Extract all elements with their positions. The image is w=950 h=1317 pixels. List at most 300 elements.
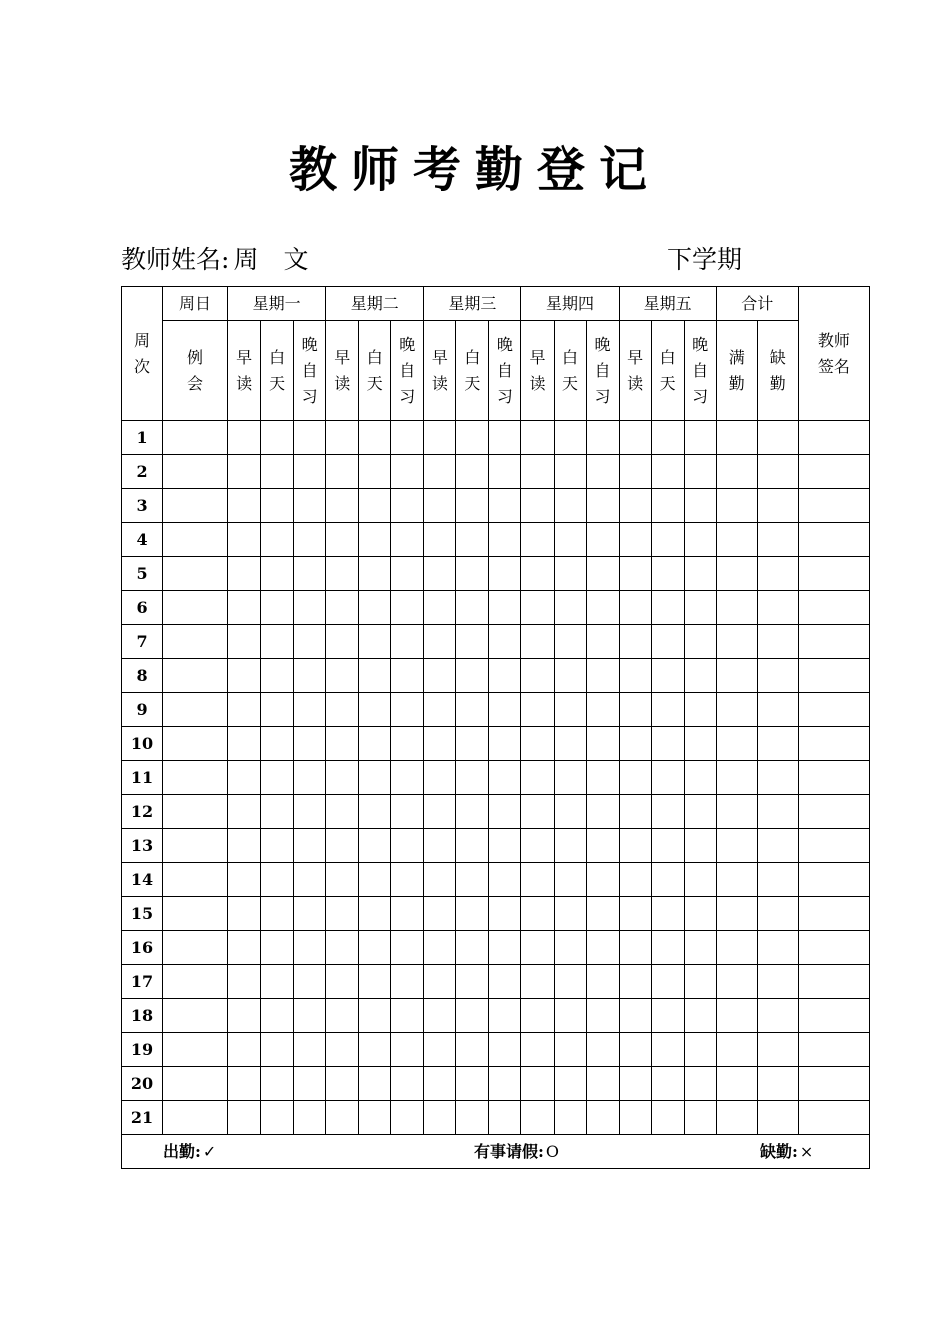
attendance-cell[interactable] xyxy=(163,795,228,829)
attendance-cell[interactable] xyxy=(391,693,424,727)
attendance-cell[interactable] xyxy=(163,931,228,965)
attendance-cell[interactable] xyxy=(391,931,424,965)
attendance-cell[interactable] xyxy=(391,557,424,591)
attendance-cell[interactable] xyxy=(359,659,391,693)
attendance-cell[interactable] xyxy=(716,965,757,999)
attendance-cell[interactable] xyxy=(228,455,261,489)
attendance-cell[interactable] xyxy=(554,761,586,795)
attendance-cell[interactable] xyxy=(391,863,424,897)
attendance-cell[interactable] xyxy=(228,523,261,557)
attendance-cell[interactable] xyxy=(163,489,228,523)
attendance-cell[interactable] xyxy=(326,897,359,931)
attendance-cell[interactable] xyxy=(521,1033,554,1067)
attendance-cell[interactable] xyxy=(684,999,716,1033)
attendance-cell[interactable] xyxy=(619,523,651,557)
attendance-cell[interactable] xyxy=(424,897,456,931)
attendance-cell[interactable] xyxy=(391,727,424,761)
attendance-cell[interactable] xyxy=(554,965,586,999)
attendance-cell[interactable] xyxy=(326,523,359,557)
attendance-cell[interactable] xyxy=(163,591,228,625)
attendance-cell[interactable] xyxy=(424,421,456,455)
attendance-cell[interactable] xyxy=(391,795,424,829)
attendance-cell[interactable] xyxy=(228,965,261,999)
attendance-cell[interactable] xyxy=(798,863,869,897)
attendance-cell[interactable] xyxy=(261,693,294,727)
attendance-cell[interactable] xyxy=(163,557,228,591)
attendance-cell[interactable] xyxy=(424,761,456,795)
attendance-cell[interactable] xyxy=(228,557,261,591)
attendance-cell[interactable] xyxy=(294,931,326,965)
attendance-cell[interactable] xyxy=(586,727,619,761)
attendance-cell[interactable] xyxy=(456,1101,489,1135)
attendance-cell[interactable] xyxy=(489,659,521,693)
attendance-cell[interactable] xyxy=(294,795,326,829)
attendance-cell[interactable] xyxy=(554,523,586,557)
attendance-cell[interactable] xyxy=(798,659,869,693)
attendance-cell[interactable] xyxy=(716,625,757,659)
attendance-cell[interactable] xyxy=(391,897,424,931)
attendance-cell[interactable] xyxy=(456,965,489,999)
attendance-cell[interactable] xyxy=(163,455,228,489)
attendance-cell[interactable] xyxy=(521,625,554,659)
attendance-cell[interactable] xyxy=(651,421,684,455)
attendance-cell[interactable] xyxy=(586,1033,619,1067)
attendance-cell[interactable] xyxy=(456,625,489,659)
attendance-cell[interactable] xyxy=(163,829,228,863)
attendance-cell[interactable] xyxy=(684,1033,716,1067)
attendance-cell[interactable] xyxy=(521,489,554,523)
attendance-cell[interactable] xyxy=(326,829,359,863)
attendance-cell[interactable] xyxy=(489,1067,521,1101)
attendance-cell[interactable] xyxy=(619,931,651,965)
attendance-cell[interactable] xyxy=(391,1033,424,1067)
attendance-cell[interactable] xyxy=(359,557,391,591)
attendance-cell[interactable] xyxy=(798,693,869,727)
attendance-cell[interactable] xyxy=(163,999,228,1033)
attendance-cell[interactable] xyxy=(684,455,716,489)
attendance-cell[interactable] xyxy=(757,625,798,659)
attendance-cell[interactable] xyxy=(619,1067,651,1101)
attendance-cell[interactable] xyxy=(294,591,326,625)
attendance-cell[interactable] xyxy=(456,421,489,455)
attendance-cell[interactable] xyxy=(684,659,716,693)
attendance-cell[interactable] xyxy=(489,625,521,659)
attendance-cell[interactable] xyxy=(619,1101,651,1135)
attendance-cell[interactable] xyxy=(586,965,619,999)
attendance-cell[interactable] xyxy=(619,1033,651,1067)
attendance-cell[interactable] xyxy=(391,455,424,489)
attendance-cell[interactable] xyxy=(619,999,651,1033)
attendance-cell[interactable] xyxy=(261,897,294,931)
attendance-cell[interactable] xyxy=(651,659,684,693)
attendance-cell[interactable] xyxy=(586,523,619,557)
attendance-cell[interactable] xyxy=(798,455,869,489)
attendance-cell[interactable] xyxy=(424,829,456,863)
attendance-cell[interactable] xyxy=(424,1067,456,1101)
attendance-cell[interactable] xyxy=(521,1067,554,1101)
attendance-cell[interactable] xyxy=(294,1101,326,1135)
attendance-cell[interactable] xyxy=(554,591,586,625)
attendance-cell[interactable] xyxy=(261,829,294,863)
attendance-cell[interactable] xyxy=(424,1033,456,1067)
attendance-cell[interactable] xyxy=(757,965,798,999)
attendance-cell[interactable] xyxy=(521,591,554,625)
attendance-cell[interactable] xyxy=(294,455,326,489)
attendance-cell[interactable] xyxy=(716,659,757,693)
attendance-cell[interactable] xyxy=(716,1101,757,1135)
attendance-cell[interactable] xyxy=(424,591,456,625)
attendance-cell[interactable] xyxy=(586,625,619,659)
attendance-cell[interactable] xyxy=(798,1033,869,1067)
attendance-cell[interactable] xyxy=(424,489,456,523)
attendance-cell[interactable] xyxy=(326,931,359,965)
attendance-cell[interactable] xyxy=(456,489,489,523)
attendance-cell[interactable] xyxy=(228,931,261,965)
attendance-cell[interactable] xyxy=(651,1067,684,1101)
attendance-cell[interactable] xyxy=(619,863,651,897)
attendance-cell[interactable] xyxy=(586,999,619,1033)
attendance-cell[interactable] xyxy=(521,557,554,591)
attendance-cell[interactable] xyxy=(757,999,798,1033)
attendance-cell[interactable] xyxy=(261,863,294,897)
attendance-cell[interactable] xyxy=(757,557,798,591)
attendance-cell[interactable] xyxy=(359,421,391,455)
attendance-cell[interactable] xyxy=(294,421,326,455)
attendance-cell[interactable] xyxy=(489,489,521,523)
attendance-cell[interactable] xyxy=(163,625,228,659)
attendance-cell[interactable] xyxy=(261,557,294,591)
attendance-cell[interactable] xyxy=(261,591,294,625)
attendance-cell[interactable] xyxy=(456,931,489,965)
attendance-cell[interactable] xyxy=(359,999,391,1033)
attendance-cell[interactable] xyxy=(261,523,294,557)
attendance-cell[interactable] xyxy=(619,693,651,727)
attendance-cell[interactable] xyxy=(684,829,716,863)
attendance-cell[interactable] xyxy=(456,693,489,727)
attendance-cell[interactable] xyxy=(619,795,651,829)
attendance-cell[interactable] xyxy=(586,557,619,591)
attendance-cell[interactable] xyxy=(391,591,424,625)
attendance-cell[interactable] xyxy=(651,523,684,557)
attendance-cell[interactable] xyxy=(521,897,554,931)
attendance-cell[interactable] xyxy=(163,659,228,693)
attendance-cell[interactable] xyxy=(424,1101,456,1135)
attendance-cell[interactable] xyxy=(521,999,554,1033)
attendance-cell[interactable] xyxy=(489,931,521,965)
attendance-cell[interactable] xyxy=(261,761,294,795)
attendance-cell[interactable] xyxy=(586,421,619,455)
attendance-cell[interactable] xyxy=(684,931,716,965)
attendance-cell[interactable] xyxy=(619,829,651,863)
attendance-cell[interactable] xyxy=(359,1033,391,1067)
attendance-cell[interactable] xyxy=(163,761,228,795)
attendance-cell[interactable] xyxy=(359,897,391,931)
attendance-cell[interactable] xyxy=(228,897,261,931)
attendance-cell[interactable] xyxy=(424,965,456,999)
attendance-cell[interactable] xyxy=(716,727,757,761)
attendance-cell[interactable] xyxy=(326,863,359,897)
attendance-cell[interactable] xyxy=(586,455,619,489)
attendance-cell[interactable] xyxy=(228,999,261,1033)
attendance-cell[interactable] xyxy=(391,1067,424,1101)
attendance-cell[interactable] xyxy=(554,795,586,829)
attendance-cell[interactable] xyxy=(261,999,294,1033)
attendance-cell[interactable] xyxy=(326,421,359,455)
attendance-cell[interactable] xyxy=(391,965,424,999)
attendance-cell[interactable] xyxy=(521,829,554,863)
attendance-cell[interactable] xyxy=(586,761,619,795)
attendance-cell[interactable] xyxy=(757,693,798,727)
attendance-cell[interactable] xyxy=(798,761,869,795)
attendance-cell[interactable] xyxy=(294,965,326,999)
attendance-cell[interactable] xyxy=(456,523,489,557)
attendance-cell[interactable] xyxy=(798,489,869,523)
attendance-cell[interactable] xyxy=(359,1067,391,1101)
attendance-cell[interactable] xyxy=(261,489,294,523)
attendance-cell[interactable] xyxy=(456,863,489,897)
attendance-cell[interactable] xyxy=(651,795,684,829)
attendance-cell[interactable] xyxy=(489,421,521,455)
attendance-cell[interactable] xyxy=(757,761,798,795)
attendance-cell[interactable] xyxy=(294,1067,326,1101)
attendance-cell[interactable] xyxy=(586,1067,619,1101)
attendance-cell[interactable] xyxy=(456,591,489,625)
attendance-cell[interactable] xyxy=(424,557,456,591)
attendance-cell[interactable] xyxy=(619,455,651,489)
attendance-cell[interactable] xyxy=(757,795,798,829)
attendance-cell[interactable] xyxy=(684,897,716,931)
attendance-cell[interactable] xyxy=(261,455,294,489)
attendance-cell[interactable] xyxy=(798,523,869,557)
attendance-cell[interactable] xyxy=(619,659,651,693)
attendance-cell[interactable] xyxy=(326,455,359,489)
attendance-cell[interactable] xyxy=(684,761,716,795)
attendance-cell[interactable] xyxy=(651,557,684,591)
attendance-cell[interactable] xyxy=(521,965,554,999)
attendance-cell[interactable] xyxy=(424,999,456,1033)
attendance-cell[interactable] xyxy=(651,931,684,965)
attendance-cell[interactable] xyxy=(716,863,757,897)
attendance-cell[interactable] xyxy=(391,829,424,863)
attendance-cell[interactable] xyxy=(651,1033,684,1067)
attendance-cell[interactable] xyxy=(798,829,869,863)
attendance-cell[interactable] xyxy=(651,965,684,999)
attendance-cell[interactable] xyxy=(716,455,757,489)
attendance-cell[interactable] xyxy=(554,931,586,965)
attendance-cell[interactable] xyxy=(456,1033,489,1067)
attendance-cell[interactable] xyxy=(163,965,228,999)
attendance-cell[interactable] xyxy=(798,999,869,1033)
attendance-cell[interactable] xyxy=(359,931,391,965)
attendance-cell[interactable] xyxy=(651,761,684,795)
attendance-cell[interactable] xyxy=(456,761,489,795)
attendance-cell[interactable] xyxy=(326,625,359,659)
attendance-cell[interactable] xyxy=(716,557,757,591)
attendance-cell[interactable] xyxy=(521,693,554,727)
attendance-cell[interactable] xyxy=(228,795,261,829)
attendance-cell[interactable] xyxy=(798,625,869,659)
attendance-cell[interactable] xyxy=(326,1101,359,1135)
attendance-cell[interactable] xyxy=(684,1067,716,1101)
attendance-cell[interactable] xyxy=(163,897,228,931)
attendance-cell[interactable] xyxy=(261,795,294,829)
attendance-cell[interactable] xyxy=(294,727,326,761)
attendance-cell[interactable] xyxy=(359,489,391,523)
attendance-cell[interactable] xyxy=(326,795,359,829)
attendance-cell[interactable] xyxy=(261,1033,294,1067)
attendance-cell[interactable] xyxy=(163,523,228,557)
attendance-cell[interactable] xyxy=(554,557,586,591)
attendance-cell[interactable] xyxy=(391,1101,424,1135)
attendance-cell[interactable] xyxy=(619,421,651,455)
attendance-cell[interactable] xyxy=(294,863,326,897)
attendance-cell[interactable] xyxy=(294,761,326,795)
attendance-cell[interactable] xyxy=(757,455,798,489)
attendance-cell[interactable] xyxy=(521,421,554,455)
attendance-cell[interactable] xyxy=(294,999,326,1033)
attendance-cell[interactable] xyxy=(228,1067,261,1101)
attendance-cell[interactable] xyxy=(757,659,798,693)
attendance-cell[interactable] xyxy=(798,1101,869,1135)
attendance-cell[interactable] xyxy=(489,1033,521,1067)
attendance-cell[interactable] xyxy=(586,931,619,965)
attendance-cell[interactable] xyxy=(489,897,521,931)
attendance-cell[interactable] xyxy=(489,591,521,625)
attendance-cell[interactable] xyxy=(424,863,456,897)
attendance-cell[interactable] xyxy=(798,931,869,965)
attendance-cell[interactable] xyxy=(684,421,716,455)
attendance-cell[interactable] xyxy=(228,761,261,795)
attendance-cell[interactable] xyxy=(619,625,651,659)
attendance-cell[interactable] xyxy=(619,557,651,591)
attendance-cell[interactable] xyxy=(651,727,684,761)
attendance-cell[interactable] xyxy=(359,591,391,625)
attendance-cell[interactable] xyxy=(586,863,619,897)
attendance-cell[interactable] xyxy=(391,489,424,523)
attendance-cell[interactable] xyxy=(456,829,489,863)
attendance-cell[interactable] xyxy=(326,489,359,523)
attendance-cell[interactable] xyxy=(489,693,521,727)
attendance-cell[interactable] xyxy=(228,421,261,455)
attendance-cell[interactable] xyxy=(391,659,424,693)
attendance-cell[interactable] xyxy=(489,1101,521,1135)
attendance-cell[interactable] xyxy=(716,421,757,455)
attendance-cell[interactable] xyxy=(586,829,619,863)
attendance-cell[interactable] xyxy=(261,625,294,659)
attendance-cell[interactable] xyxy=(798,591,869,625)
attendance-cell[interactable] xyxy=(619,965,651,999)
attendance-cell[interactable] xyxy=(586,1101,619,1135)
attendance-cell[interactable] xyxy=(619,489,651,523)
attendance-cell[interactable] xyxy=(586,489,619,523)
attendance-cell[interactable] xyxy=(489,999,521,1033)
attendance-cell[interactable] xyxy=(424,931,456,965)
attendance-cell[interactable] xyxy=(757,1033,798,1067)
attendance-cell[interactable] xyxy=(228,625,261,659)
attendance-cell[interactable] xyxy=(798,727,869,761)
attendance-cell[interactable] xyxy=(716,795,757,829)
attendance-cell[interactable] xyxy=(521,659,554,693)
attendance-cell[interactable] xyxy=(619,591,651,625)
attendance-cell[interactable] xyxy=(554,897,586,931)
attendance-cell[interactable] xyxy=(489,523,521,557)
attendance-cell[interactable] xyxy=(163,693,228,727)
attendance-cell[interactable] xyxy=(163,863,228,897)
attendance-cell[interactable] xyxy=(684,489,716,523)
attendance-cell[interactable] xyxy=(651,693,684,727)
attendance-cell[interactable] xyxy=(716,489,757,523)
attendance-cell[interactable] xyxy=(424,659,456,693)
attendance-cell[interactable] xyxy=(489,761,521,795)
attendance-cell[interactable] xyxy=(326,965,359,999)
attendance-cell[interactable] xyxy=(684,965,716,999)
attendance-cell[interactable] xyxy=(359,727,391,761)
attendance-cell[interactable] xyxy=(757,931,798,965)
attendance-cell[interactable] xyxy=(359,829,391,863)
attendance-cell[interactable] xyxy=(586,795,619,829)
attendance-cell[interactable] xyxy=(228,863,261,897)
attendance-cell[interactable] xyxy=(326,659,359,693)
attendance-cell[interactable] xyxy=(757,897,798,931)
attendance-cell[interactable] xyxy=(554,693,586,727)
attendance-cell[interactable] xyxy=(359,625,391,659)
attendance-cell[interactable] xyxy=(228,693,261,727)
attendance-cell[interactable] xyxy=(521,795,554,829)
attendance-cell[interactable] xyxy=(684,523,716,557)
attendance-cell[interactable] xyxy=(489,557,521,591)
attendance-cell[interactable] xyxy=(424,693,456,727)
attendance-cell[interactable] xyxy=(294,659,326,693)
attendance-cell[interactable] xyxy=(326,999,359,1033)
attendance-cell[interactable] xyxy=(359,795,391,829)
attendance-cell[interactable] xyxy=(326,557,359,591)
attendance-cell[interactable] xyxy=(391,625,424,659)
attendance-cell[interactable] xyxy=(489,795,521,829)
attendance-cell[interactable] xyxy=(716,999,757,1033)
attendance-cell[interactable] xyxy=(651,863,684,897)
attendance-cell[interactable] xyxy=(651,829,684,863)
attendance-cell[interactable] xyxy=(757,1101,798,1135)
attendance-cell[interactable] xyxy=(757,1067,798,1101)
attendance-cell[interactable] xyxy=(684,591,716,625)
attendance-cell[interactable] xyxy=(798,1067,869,1101)
attendance-cell[interactable] xyxy=(716,829,757,863)
attendance-cell[interactable] xyxy=(326,693,359,727)
attendance-cell[interactable] xyxy=(163,1067,228,1101)
attendance-cell[interactable] xyxy=(294,829,326,863)
attendance-cell[interactable] xyxy=(684,863,716,897)
attendance-cell[interactable] xyxy=(651,591,684,625)
attendance-cell[interactable] xyxy=(716,523,757,557)
attendance-cell[interactable] xyxy=(521,455,554,489)
attendance-cell[interactable] xyxy=(651,999,684,1033)
attendance-cell[interactable] xyxy=(586,591,619,625)
attendance-cell[interactable] xyxy=(261,1067,294,1101)
attendance-cell[interactable] xyxy=(716,761,757,795)
attendance-cell[interactable] xyxy=(684,557,716,591)
attendance-cell[interactable] xyxy=(456,897,489,931)
attendance-cell[interactable] xyxy=(163,1101,228,1135)
attendance-cell[interactable] xyxy=(294,523,326,557)
attendance-cell[interactable] xyxy=(554,659,586,693)
attendance-cell[interactable] xyxy=(684,727,716,761)
attendance-cell[interactable] xyxy=(554,829,586,863)
attendance-cell[interactable] xyxy=(391,523,424,557)
attendance-cell[interactable] xyxy=(294,625,326,659)
attendance-cell[interactable] xyxy=(716,1033,757,1067)
attendance-cell[interactable] xyxy=(228,1033,261,1067)
attendance-cell[interactable] xyxy=(798,421,869,455)
